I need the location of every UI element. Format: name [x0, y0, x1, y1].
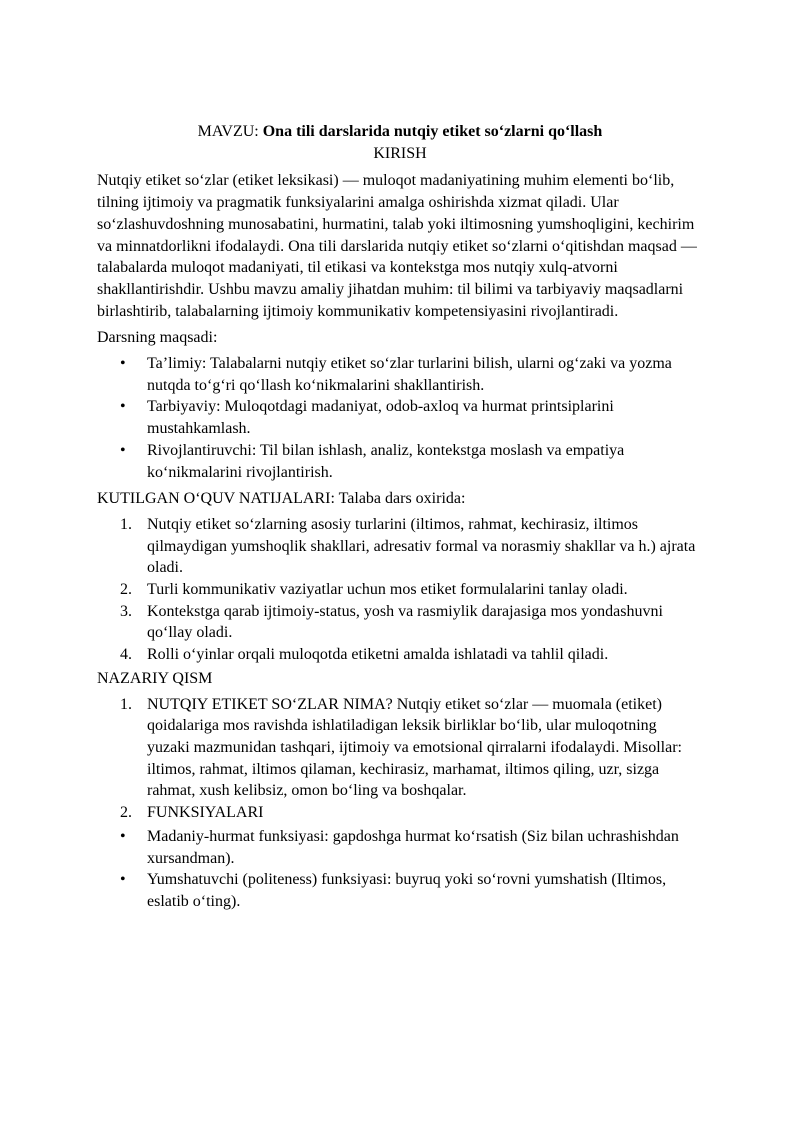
function-text: Madaniy-hurmat funksiyasi: gapdoshga hurmat koʻrsatish (Siz bilan uchrashishdan xursandman). [147, 827, 679, 867]
outcome-text: Kontekstga qarab ijtimoiy-status, yosh va rasmiylik darajasiga mos yondashuvni qoʻllay oladi. [147, 602, 663, 642]
list-item [97, 440, 703, 483]
theory-list [97, 694, 703, 824]
goals-list [97, 353, 703, 483]
bullet-marker: • [120, 398, 126, 416]
theory-text: FUNKSIYALARI [147, 804, 264, 822]
theory-text: NUTQIY ETIKET SOʻZLAR NIMA? Nutqiy etiket soʻzlar — muomala (etiket) qoidalariga mos ravishda ishlatiladigan leksik birliklar boʻlib, ular muloqotning yuzaki mazmunidan tashqari, ijtimoiy va emotsional qirralarni ifodalaydi. Misollar: iltimos, rahmat, iltimos qilaman, kechirasiz, marhamat, iltimos qiling, uzr, sizga rahmat, xush kelibsiz, omon boʻling va boshqalar. [147, 695, 682, 800]
list-item [97, 353, 703, 396]
title-topic: Ona tili darslarida nutqiy etiket soʻzlarni qoʻllash [262, 123, 603, 140]
list-item [97, 802, 703, 824]
list-item [97, 601, 703, 644]
list-item [97, 826, 703, 869]
list-item [97, 694, 703, 803]
outcomes-heading: KUTILGAN OʻQUV NATIJALARI: Talaba dars oxirida: [97, 490, 466, 508]
goal-text: Tarbiyaviy: Muloqotdagi madaniyat, odob-axloq va hurmat printsiplarini mustahkamlash. [147, 398, 614, 438]
number-marker: 2. [120, 804, 132, 822]
list-item [97, 396, 703, 439]
outcomes-list [97, 514, 703, 666]
goal-text: Rivojlantiruvchi: Til bilan ishlash, analiz, kontekstga moslash va empatiya koʻnikmalarini rivojlantirish. [147, 441, 625, 481]
outcome-text: Rolli oʻyinlar orqali muloqotda etiketni amalda ishlatadi va tahlil qiladi. [147, 646, 609, 664]
function-text: Yumshatuvchi (politeness) funksiyasi: buyruq yoki soʻrovni yumshatish (Iltimos, eslatib oʻting). [147, 871, 667, 910]
number-marker: 1. [120, 515, 132, 533]
bullet-marker: • [120, 827, 126, 845]
outcome-text: Nutqiy etiket soʻzlarning asosiy turlarini (iltimos, rahmat, kechirasiz, iltimos qilmaydigan yumshoqlik shakllari, adresativ formal va norasmiy shakllar va h.) ajrata oladi. [147, 515, 696, 577]
bullet-marker: • [120, 355, 126, 373]
functions-list [97, 826, 703, 913]
intro-paragraph: Nutqiy etiket soʻzlar (etiket leksikasi) — muloqot madaniyatining muhim elementi boʻlib, tilning ijtimoiy va pragmatik funksiyalarini amalga oshirishda xizmat qiladi. Ular soʻzlashuvdoshning munosabatini, hurmatini, talab yoki iltimosning yumshoqligini, kechirim va minnatdorlikni ifodalaydi. Ona tili darslarida nutqiy etiket soʻzlarni oʻqitishdan maqsad — talabalarda muloqot madaniyati, til etikasi va kontekstga mos nutqiy xulq-atvorni shakllantirishdir. Ushbu mavzu amaliy jihatdan muhim: til bilimi va tarbiyaviy maqsadlarni birlashtirib, talabalarning ijtimoiy kommunikativ kompetensiyasini rivojlantiradi. [97, 172, 697, 320]
bullet-marker: • [120, 441, 126, 459]
goals-heading: Darsning maqsadi: [97, 329, 218, 347]
number-marker: 3. [120, 602, 132, 620]
outcome-text: Turli kommunikativ vaziyatlar uchun mos etiket formulalarini tanlay oladi. [147, 581, 628, 599]
number-marker: 4. [120, 646, 132, 664]
bullet-marker: • [120, 871, 126, 889]
number-marker: 2. [120, 581, 132, 599]
number-marker: 1. [120, 695, 132, 713]
section-heading-kirish: KIRISH [373, 144, 427, 162]
list-item [97, 644, 703, 666]
list-item [97, 869, 703, 912]
list-item [97, 579, 703, 601]
list-item [97, 514, 703, 579]
document-title [97, 121, 703, 143]
goal-text: Ta’limiy: Talabalarni nutqiy etiket soʻzlar turlarini bilish, ularni ogʻzaki va yozma nutqda toʻgʻri qoʻllash koʻnikmalarini shakllantirish. [147, 355, 672, 394]
title-prefix: MAVZU: [197, 123, 263, 140]
theory-heading: NAZARIY QISM [97, 669, 213, 687]
